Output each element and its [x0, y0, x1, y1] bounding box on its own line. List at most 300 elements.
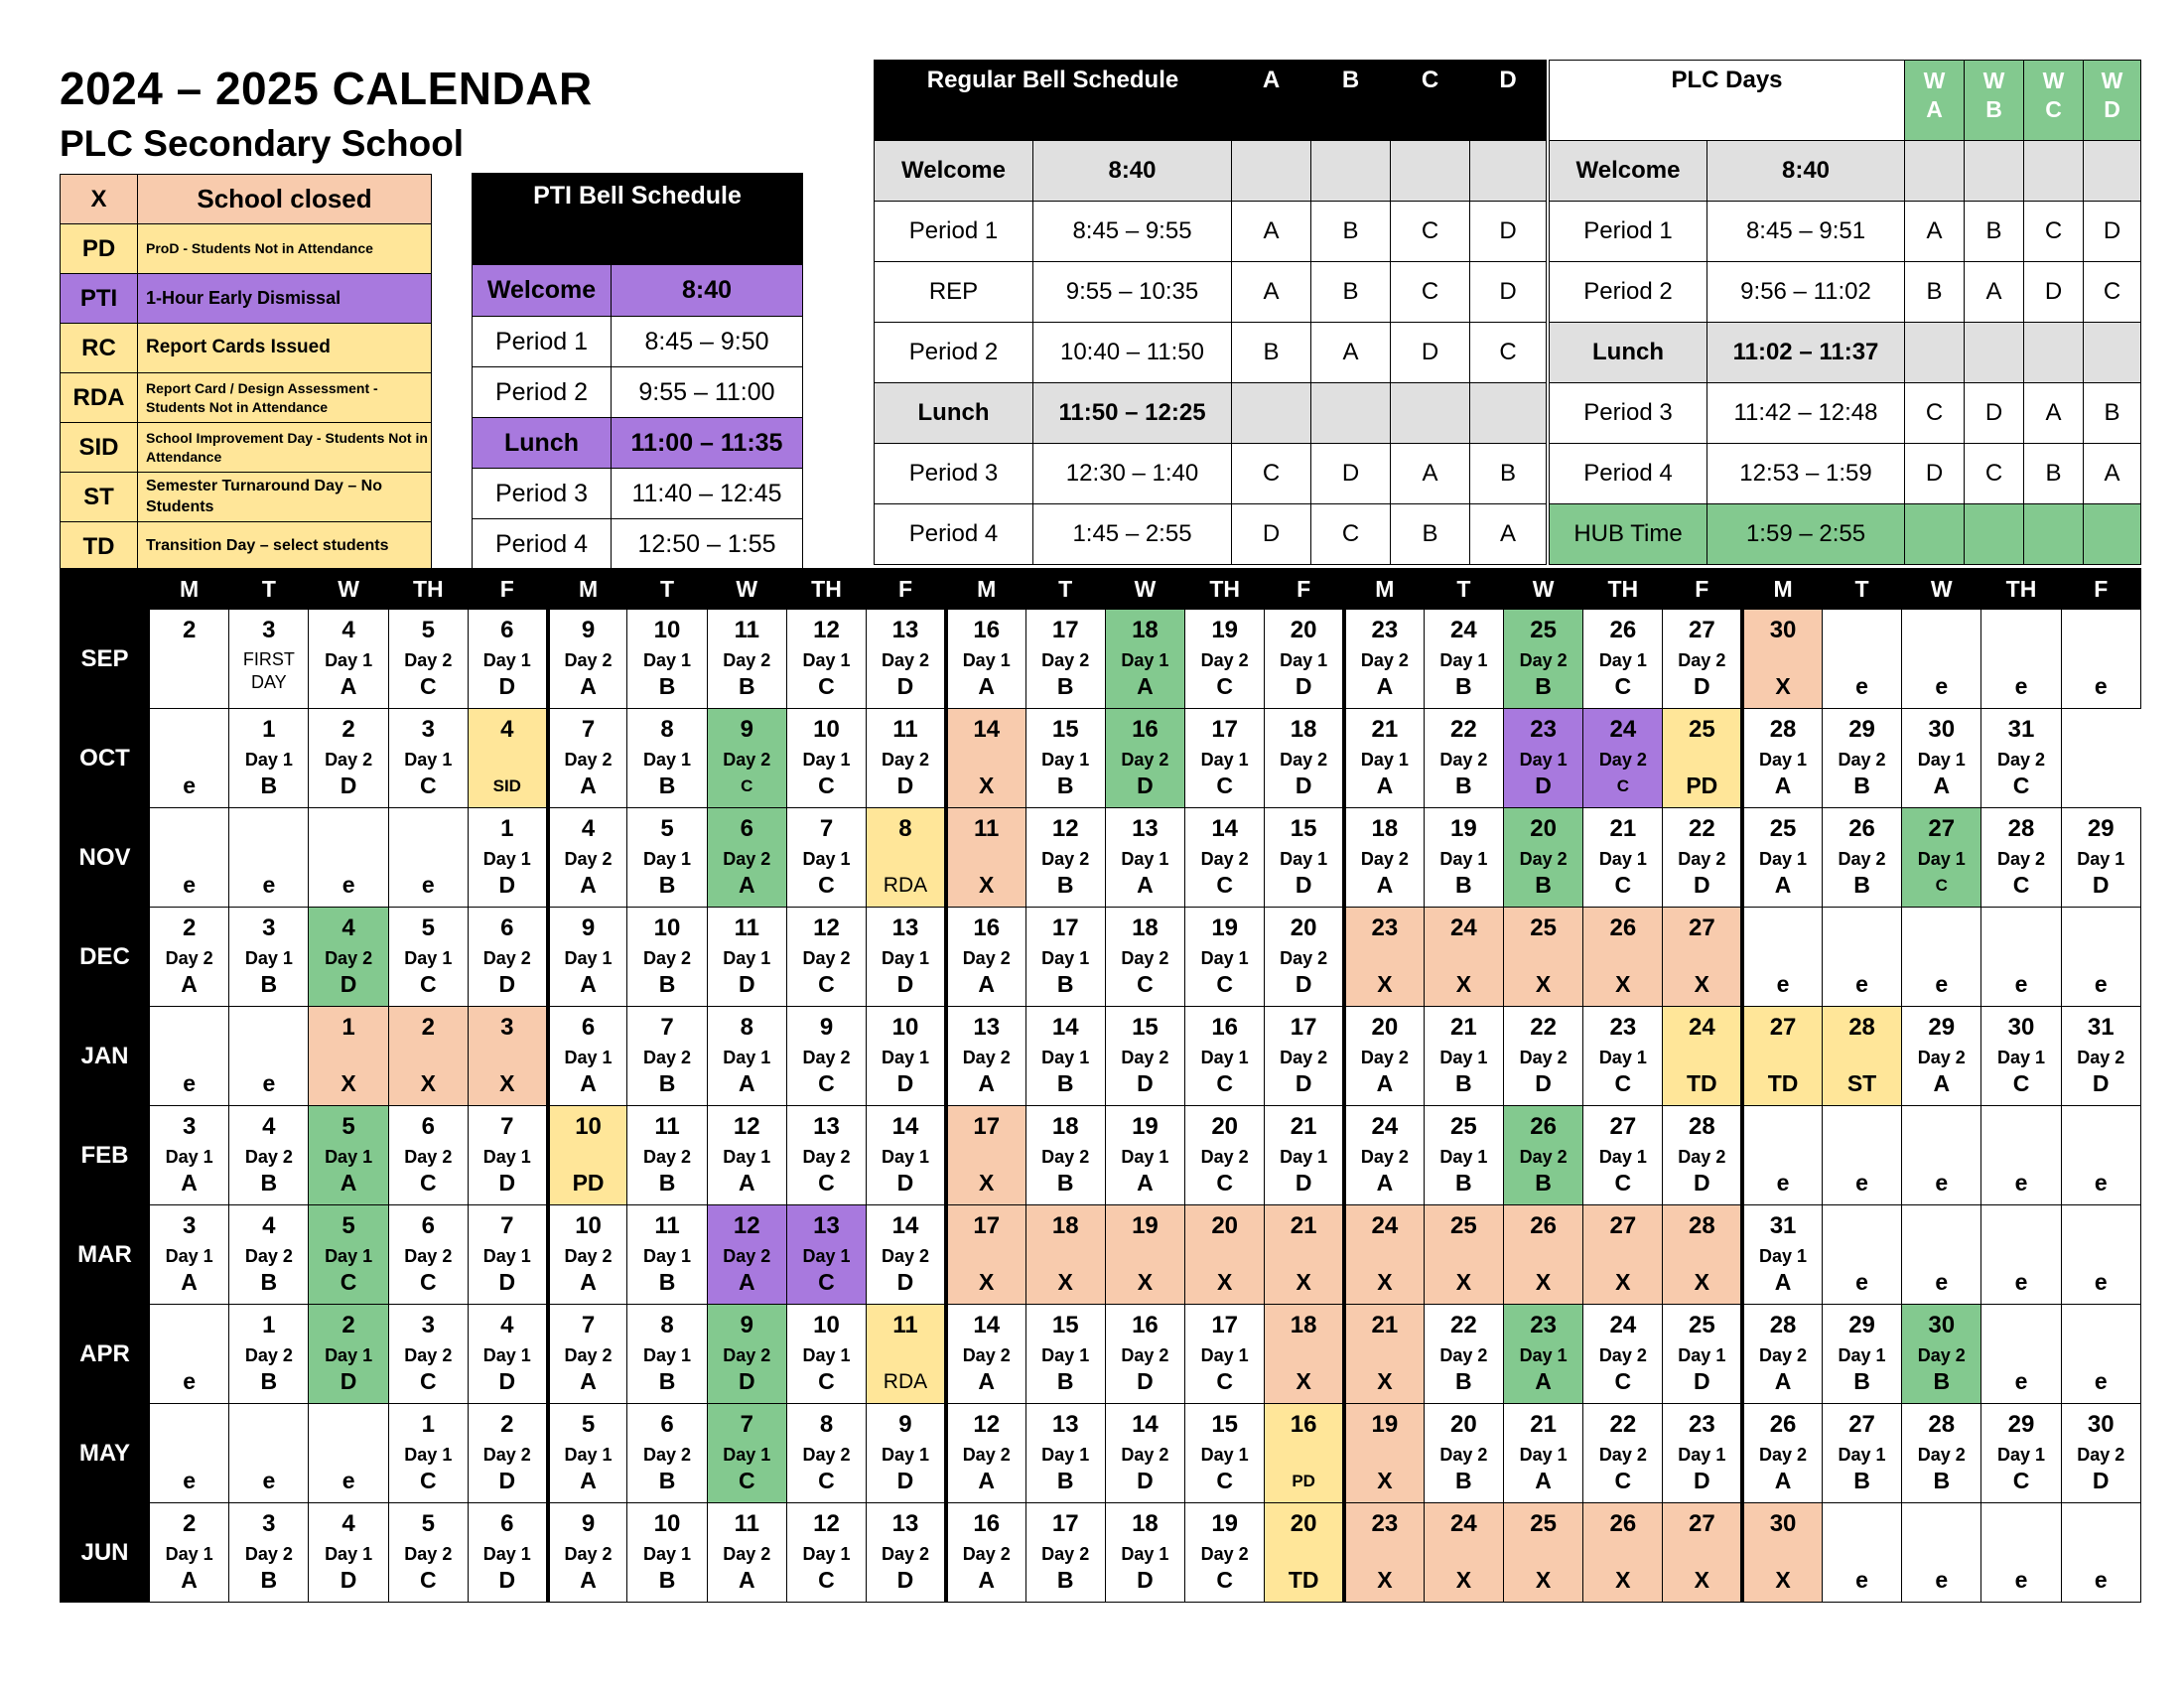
day-rotation: Day 1	[482, 1246, 531, 1266]
day-number: 11	[734, 914, 759, 941]
day-number: 18	[1132, 1510, 1159, 1537]
day-rotation: Day 2	[802, 1048, 851, 1067]
day-code: RDA	[883, 1370, 928, 1393]
day-number: 23	[1371, 1510, 1399, 1537]
calendar-day-cell	[1583, 1007, 1663, 1106]
day-code: D	[896, 1468, 914, 1493]
day-code: D	[1694, 1170, 1710, 1196]
day-number: 16	[1211, 1014, 1239, 1041]
day-number: 12	[733, 1113, 760, 1140]
day-code: D	[498, 1170, 516, 1196]
day-number: 2	[182, 617, 197, 643]
day-code: e	[1935, 971, 1949, 997]
day-code: e	[1935, 1269, 1949, 1295]
day-number: 24	[1609, 1312, 1637, 1338]
day-code: C	[1216, 1070, 1233, 1096]
plc-block-header-part: W	[2101, 68, 2123, 93]
calendar-day-cell	[1981, 1305, 2061, 1404]
bell-period-time: 11:50 – 12:25	[1033, 383, 1232, 444]
day-rotation: Day 1	[1917, 750, 1966, 770]
day-rotation: Day 1	[1121, 849, 1169, 869]
day-rotation: Day 2	[1121, 1445, 1169, 1465]
day-code: e	[183, 1070, 197, 1096]
day-code: A	[1137, 872, 1154, 898]
day-rotation: Day 2	[1838, 750, 1886, 770]
calendar-day-cell	[2061, 908, 2140, 1007]
calendar-day-cell	[468, 1305, 547, 1404]
day-code: D	[1137, 1567, 1154, 1593]
day-rotation: Day 2	[1838, 849, 1886, 869]
calendar-day-cell	[1025, 1305, 1105, 1404]
calendar-day-cell	[2061, 610, 2140, 709]
plc-block-cell	[2024, 504, 2084, 565]
bell-period-label: Lunch	[875, 383, 1033, 444]
day-code: C	[420, 1170, 437, 1196]
calendar-day-cell	[1025, 1007, 1105, 1106]
day-code: C	[818, 1269, 835, 1295]
calendar-day-cell	[1583, 610, 1663, 709]
day-code: C	[420, 971, 437, 997]
day-number: 19	[1211, 1510, 1239, 1537]
day-number: 26	[1609, 617, 1637, 643]
calendar-day-cell	[1025, 610, 1105, 709]
day-code: e	[183, 1368, 197, 1394]
day-rotation: Day 2	[564, 750, 613, 770]
day-number: 9	[740, 716, 753, 743]
day-code: A	[1376, 1070, 1394, 1096]
bell-block-cell	[1391, 141, 1470, 202]
day-code: A	[1774, 1468, 1792, 1493]
plc-block-header	[1965, 61, 2024, 141]
day-rotation: Day 2	[1121, 1345, 1169, 1365]
day-rotation: Day 1	[802, 1246, 851, 1266]
plc-block-cell: C	[2024, 202, 2084, 262]
calendar-day-cell	[1822, 1305, 1901, 1404]
day-code: B	[1853, 1468, 1870, 1493]
calendar-day-cell	[1981, 808, 2061, 908]
calendar-day-cell	[1742, 808, 1822, 908]
day-code: C	[818, 1468, 835, 1493]
day-rotation: Day 1	[1996, 1445, 2046, 1465]
weekday-header: W	[707, 569, 786, 610]
day-number: 11	[892, 1312, 918, 1338]
day-code: B	[1455, 1368, 1472, 1394]
day-code: X	[1296, 1269, 1311, 1295]
day-rotation: Day 1	[482, 1345, 531, 1365]
day-number: 17	[973, 1212, 1001, 1239]
legend-description: School closed	[138, 175, 432, 224]
bell-period-label: REP	[875, 262, 1033, 323]
day-rotation: Day 1	[962, 650, 1011, 670]
school-year-calendar	[60, 568, 2141, 1603]
day-code: e	[183, 773, 197, 798]
day-number: 4	[500, 1312, 514, 1338]
month-label: JUN	[61, 1503, 150, 1603]
day-number: 14	[973, 716, 1001, 743]
day-number: 22	[1450, 1312, 1477, 1338]
calendar-day-cell	[309, 1404, 388, 1503]
day-number: 12	[813, 617, 840, 643]
day-code: A	[1376, 673, 1394, 699]
day-number: 26	[1609, 914, 1637, 941]
day-code: B	[658, 1368, 676, 1394]
day-code: A	[1137, 1170, 1154, 1196]
day-code: X	[1535, 971, 1552, 997]
day-code: e	[1935, 1567, 1949, 1593]
calendar-day-cell	[1902, 908, 1981, 1007]
month-row	[61, 1007, 2141, 1106]
day-number: 28	[1769, 1312, 1797, 1338]
calendar-day-cell	[946, 808, 1025, 908]
calendar-day-cell	[309, 908, 388, 1007]
day-code: e	[1855, 1170, 1868, 1196]
calendar-day-cell	[229, 709, 309, 808]
day-rotation: Day 2	[723, 750, 771, 770]
day-number: 28	[1848, 1014, 1875, 1041]
plc-block-cell: C	[2084, 262, 2141, 323]
day-rotation: Day 1	[1041, 750, 1090, 770]
calendar-day-cell	[786, 709, 866, 808]
calendar-day-cell	[946, 1404, 1025, 1503]
day-code: C	[818, 1170, 835, 1196]
calendar-day-cell	[1424, 1007, 1503, 1106]
day-code: X	[979, 773, 995, 798]
day-number: 20	[1371, 1014, 1399, 1041]
calendar-day-cell	[786, 1404, 866, 1503]
day-code: A	[580, 673, 597, 699]
plc-block-header-part: B	[1985, 95, 2002, 122]
day-code: e	[183, 872, 197, 898]
calendar-day-cell	[786, 1106, 866, 1205]
day-code: C	[1935, 876, 1948, 895]
day-code: A	[1774, 773, 1792, 798]
calendar-day-cell	[229, 1007, 309, 1106]
day-number: 13	[891, 617, 919, 643]
day-rotation: Day 1	[1838, 1445, 1886, 1465]
day-number: 6	[421, 1212, 435, 1239]
day-number: 7	[660, 1014, 674, 1041]
day-rotation: Day 1	[1041, 1345, 1090, 1365]
calendar-day-cell	[1105, 808, 1184, 908]
day-rotation: Day 1	[1280, 650, 1328, 670]
day-rotation: Day 2	[1360, 849, 1409, 869]
calendar-day-cell	[1902, 610, 1981, 709]
day-code: PD	[1292, 1472, 1315, 1490]
day-rotation: Day 1	[723, 1147, 771, 1167]
day-rotation: Day 2	[1996, 750, 2046, 770]
plc-period-label: Period 3	[1550, 383, 1707, 444]
bell-period-time: 8:45 – 9:55	[1033, 202, 1232, 262]
day-number: 9	[819, 1014, 834, 1041]
day-code: A	[1774, 1269, 1792, 1295]
calendar-day-cell	[707, 1007, 786, 1106]
calendar-day-cell	[229, 610, 309, 709]
calendar-day-cell	[707, 709, 786, 808]
calendar-day-cell	[468, 709, 547, 808]
day-code: C	[818, 1567, 835, 1593]
bell-block-cell: C	[1311, 504, 1391, 565]
day-code: TD	[1288, 1567, 1319, 1593]
day-code: X	[1377, 1368, 1393, 1394]
day-number: 13	[813, 1113, 840, 1140]
day-rotation: Day 2	[325, 948, 373, 968]
calendar-day-cell	[1265, 1305, 1344, 1404]
calendar-day-cell	[1583, 1305, 1663, 1404]
calendar-day-cell	[627, 1305, 707, 1404]
day-number: 23	[1688, 1411, 1715, 1438]
day-number: 8	[660, 1312, 674, 1338]
day-code: A	[580, 1468, 597, 1493]
calendar-day-cell	[867, 1305, 946, 1404]
calendar-day-cell	[388, 1106, 468, 1205]
day-code: e	[1855, 673, 1868, 699]
calendar-day-cell	[548, 1106, 627, 1205]
bell-block-cell	[1232, 141, 1311, 202]
calendar-day-cell	[867, 1106, 946, 1205]
calendar-day-cell	[1902, 808, 1981, 908]
calendar-day-cell	[1742, 1305, 1822, 1404]
day-number: 5	[421, 617, 435, 643]
calendar-day-cell	[1742, 908, 1822, 1007]
day-code: B	[1056, 673, 1074, 699]
calendar-day-cell	[1424, 808, 1503, 908]
calendar-day-cell	[309, 1305, 388, 1404]
day-number: 18	[1371, 815, 1399, 842]
weekday-header: TH	[1981, 569, 2061, 610]
plc-period-time: 12:53 – 1:59	[1707, 444, 1905, 504]
calendar-day-cell	[1822, 908, 1901, 1007]
calendar-day-cell	[1663, 1404, 1742, 1503]
weekday-header: F	[468, 569, 547, 610]
calendar-day-cell	[627, 908, 707, 1007]
calendar-day-cell	[867, 1503, 946, 1603]
calendar-day-cell	[1902, 709, 1981, 808]
day-number: 7	[581, 716, 596, 743]
legend-code: ST	[61, 473, 138, 522]
bell-title: Regular Bell Schedule	[875, 61, 1232, 141]
day-number: 30	[2087, 1411, 2115, 1438]
day-code: A	[580, 773, 597, 798]
day-code: C	[420, 1269, 437, 1295]
day-number: 25	[1450, 1113, 1477, 1140]
day-number: 23	[1371, 617, 1399, 643]
day-code: B	[658, 872, 676, 898]
calendar-day-cell	[707, 1106, 786, 1205]
calendar-day-cell	[309, 1205, 388, 1305]
day-code: PD	[1686, 773, 1718, 798]
bell-row	[875, 323, 1547, 383]
calendar-day-cell	[946, 610, 1025, 709]
day-rotation: Day 2	[723, 1544, 771, 1564]
pti-period-label: Period 1	[473, 317, 612, 367]
day-rotation: Day 1	[1360, 750, 1409, 770]
bell-block-cell: D	[1232, 504, 1311, 565]
plc-block-header-part: W	[1923, 68, 1946, 93]
calendar-day-cell	[2061, 1205, 2140, 1305]
calendar-day-cell	[1025, 1404, 1105, 1503]
day-rotation: Day 1	[165, 1544, 213, 1564]
day-number: 14	[891, 1113, 919, 1140]
day-number: 21	[1609, 815, 1637, 842]
day-rotation: Day 1	[482, 849, 531, 869]
weekday-header: F	[867, 569, 946, 610]
calendar-day-cell	[707, 1404, 786, 1503]
calendar-day-cell	[468, 1205, 547, 1305]
plc-row	[1550, 444, 2141, 504]
day-code: D	[1694, 872, 1710, 898]
day-code: A	[580, 1368, 597, 1394]
day-rotation: Day 1	[564, 948, 613, 968]
day-rotation: Day 1	[1838, 1345, 1886, 1365]
day-code: C	[1216, 1567, 1233, 1593]
day-code: C	[2012, 872, 2030, 898]
day-rotation: Day 1	[1121, 1147, 1169, 1167]
day-rotation: Day 2	[881, 650, 929, 670]
calendar-day-cell	[867, 709, 946, 808]
day-number: 3	[262, 617, 276, 643]
bell-period-label: Period 2	[875, 323, 1033, 383]
day-rotation: Day 1	[1041, 948, 1090, 968]
day-code: C	[1216, 1368, 1233, 1394]
day-rotation: Day 1	[1598, 650, 1647, 670]
day-code: e	[421, 872, 435, 898]
calendar-day-cell	[468, 808, 547, 908]
month-row	[61, 1503, 2141, 1603]
day-code: C	[420, 1567, 437, 1593]
day-number: 31	[1769, 1212, 1797, 1239]
day-number: 24	[1371, 1212, 1399, 1239]
calendar-day-cell	[1822, 1007, 1901, 1106]
day-code: A	[340, 673, 357, 699]
day-number: 31	[2007, 716, 2035, 743]
day-code: D	[340, 1368, 357, 1394]
day-rotation: Day 1	[643, 1345, 692, 1365]
calendar-day-cell	[468, 1007, 547, 1106]
bell-block-cell: D	[1311, 444, 1391, 504]
day-rotation: Day 1	[1678, 1445, 1726, 1465]
day-number: 29	[1848, 1312, 1875, 1338]
day-number: 28	[1928, 1411, 1956, 1438]
day-number: 3	[262, 1510, 276, 1537]
calendar-day-cell	[946, 1106, 1025, 1205]
calendar-day-cell	[786, 808, 866, 908]
day-rotation: Day 1	[1996, 1048, 2046, 1067]
calendar-day-cell	[1742, 1205, 1822, 1305]
calendar-day-cell	[1503, 610, 1582, 709]
calendar-day-cell	[1663, 1205, 1742, 1305]
day-number: 11	[654, 1113, 680, 1140]
calendar-day-cell	[150, 808, 229, 908]
day-number: 22	[1609, 1411, 1637, 1438]
day-rotation: Day 2	[643, 1445, 692, 1465]
day-number: 3	[182, 1113, 197, 1140]
day-number: 25	[1450, 1212, 1477, 1239]
calendar-day-cell	[1185, 1205, 1265, 1305]
day-code: e	[1935, 1170, 1949, 1196]
day-code: A	[1137, 673, 1154, 699]
day-number: 13	[891, 1510, 919, 1537]
day-number: 21	[1530, 1411, 1557, 1438]
plc-block-header	[2024, 61, 2084, 141]
day-number: 19	[1450, 815, 1477, 842]
plc-period-label: Period 2	[1550, 262, 1707, 323]
day-code: D	[498, 971, 516, 997]
day-rotation: Day 2	[564, 849, 613, 869]
calendar-day-cell	[1105, 1106, 1184, 1205]
day-code: TD	[1767, 1070, 1799, 1096]
day-code: e	[2094, 1368, 2108, 1394]
plc-block-cell	[2084, 141, 2141, 202]
day-number: 25	[1530, 914, 1557, 941]
bell-block-cell	[1232, 383, 1311, 444]
calendar-day-cell	[1105, 1007, 1184, 1106]
legend-code: RC	[61, 324, 138, 373]
calendar-day-cell	[1424, 709, 1503, 808]
day-code: X	[1137, 1269, 1154, 1295]
calendar-day-cell	[1424, 1106, 1503, 1205]
day-number: 9	[581, 1510, 596, 1537]
day-rotation: Day 2	[404, 1544, 453, 1564]
day-number: 25	[1688, 1312, 1715, 1338]
day-number: 4	[262, 1212, 276, 1239]
day-code: D	[2092, 1468, 2110, 1493]
day-rotation: Day 1	[1439, 1147, 1488, 1167]
day-code: C	[1216, 1468, 1233, 1493]
calendar-day-cell	[1663, 1503, 1742, 1603]
day-number: 5	[341, 1212, 355, 1239]
calendar-day-cell	[1503, 1007, 1582, 1106]
day-number: 17	[1211, 1312, 1239, 1338]
bell-block-cell: B	[1470, 444, 1547, 504]
day-code: X	[1377, 1269, 1393, 1295]
day-code: C	[2012, 773, 2030, 798]
day-number: 13	[1051, 1411, 1079, 1438]
plc-title: PLC Days	[1550, 61, 1905, 141]
day-code: B	[260, 1170, 278, 1196]
plc-block-cell: A	[2084, 444, 2141, 504]
bell-block-cell: D	[1391, 323, 1470, 383]
plc-block-header-part: D	[2104, 95, 2120, 122]
day-number: 29	[2087, 815, 2115, 842]
day-code: D	[498, 1269, 516, 1295]
day-number: 6	[740, 815, 753, 842]
day-rotation: Day 2	[1041, 849, 1090, 869]
weekday-header: W	[1503, 569, 1582, 610]
calendar-day-cell	[1344, 808, 1424, 908]
calendar-day-cell	[388, 808, 468, 908]
day-code: X	[341, 1070, 356, 1096]
day-number: 20	[1290, 914, 1317, 941]
day-code: C	[741, 776, 753, 795]
pti-period-label: Lunch	[473, 418, 612, 469]
day-rotation: Day 1	[1439, 1048, 1488, 1067]
bell-block-cell: B	[1311, 262, 1391, 323]
day-number: 24	[1609, 716, 1637, 743]
day-rotation: Day 2	[2077, 1445, 2125, 1465]
legend-description: Report Cards Issued	[138, 324, 432, 373]
month-row	[61, 1205, 2141, 1305]
day-code: D	[1295, 1070, 1312, 1096]
day-rotation: Day 2	[564, 1345, 613, 1365]
day-number: 13	[1132, 815, 1159, 842]
day-number: 2	[182, 1510, 197, 1537]
day-rotation: Day 1	[1200, 948, 1249, 968]
plc-block-header	[2084, 61, 2141, 141]
day-code: X	[1455, 1567, 1472, 1593]
pti-period-time: 9:55 – 11:00	[612, 367, 803, 418]
plc-block-cell: B	[1905, 262, 1965, 323]
day-number: 16	[973, 617, 1001, 643]
